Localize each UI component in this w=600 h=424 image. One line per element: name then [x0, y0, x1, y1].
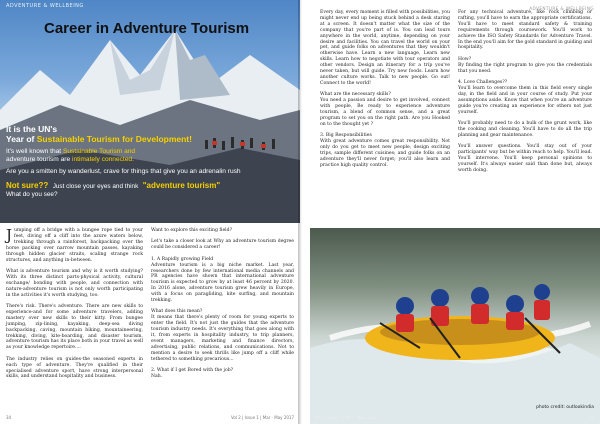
right-page: [300, 0, 600, 424]
paragraph: Let's take a closer look at Why an adventure tourism degree could be considered a career!: [151, 239, 294, 251]
paragraph: [6, 228, 143, 263]
paragraph: What is adventure tourism and why is it worth studying? With its three distinct parts-physical activity, cultural exchange/ bonding with people, and connection with nature-adventure tourism is not only worth participating in the activities it's worth studying, too.: [6, 268, 143, 298]
hero-line-2-highlight: Sustainable Tourism for Development!: [36, 134, 192, 144]
paragraph: By finding the right program to give you the credentials that you need.: [458, 62, 592, 74]
rafting-photo: [310, 228, 600, 424]
left-column-2: [151, 228, 294, 385]
subheading: What does this mean?: [151, 309, 203, 315]
issue-footer: Vol 2 | Issue 1 | Mar - May 2017: [314, 415, 377, 420]
right-column-2: [458, 10, 592, 179]
hero-line-1: It is the UN's: [6, 124, 58, 134]
subheading: 3. Big Responsibilities: [320, 133, 372, 139]
hero-what-see: What do you see?: [6, 191, 58, 198]
subheading: How?: [458, 56, 472, 62]
paragraph: For any technical adventure, like rock climbing or rafting, you'll have to earn the appropriate certifications. You'll have to meet standard safety & training requirements through coursework. You'll work to achieve the ISO Safety Standards for Adventure Travel. In the end you'll aim for the gold standard in guiding and hospitality.: [458, 10, 592, 51]
paragraph: Every day, every moment is filled with possibilities, you might never end up being stuck behind a desk staring at a screen. It doesn't matter what the size of the company that you're part of is. You can lead tours anywhere in the world, anytime, depending on your desire and facilities. You can travel the world on your pet, and guide folks on adventures that they wouldn't otherwise have. Learn a new language, Learn new skills. Learn how to negotiate with tour operators and other vendors. Design an itinerary for a trip you've never taken, but will guide. Try new foods. Learn how another culture works. Talk to new people. Go out! Connect to the world!: [320, 10, 450, 86]
paragraph: The industry relies on guides-the seasoned experts in each type of adventure. They're qualified in their specialised adventure sport, have strong interpersonal skills, and understand hospitality and business.: [6, 356, 143, 380]
rafting-illustration: [310, 228, 600, 424]
hero-para1-highlight: Sustainable Tourism and: [62, 148, 136, 155]
paragraph: Nah.: [151, 374, 163, 380]
hero-quote: "adventure tourism": [142, 181, 221, 190]
hero-para1-a: It's well known that: [6, 148, 62, 155]
paragraph: You'll learn to overcome them in this field every single day, in the field and in your course of study. Put your assumptions aside. Know that when you're an adventure guide you're creating an experience for others not just yourself.: [458, 85, 592, 115]
left-column-1: [6, 228, 143, 386]
subheading: 4. Love Challenges??: [458, 80, 508, 86]
section-tag: ADVENTURE & WELLBEING: [6, 3, 84, 9]
hero-para1-highlight-2: intimately connected.: [71, 156, 134, 163]
photo-credit: photo credit: outlookindia: [536, 405, 594, 410]
hero-not-sure: Not sure??: [6, 181, 49, 190]
hero-para1-b: adventure tourism are: [6, 156, 71, 163]
paragraph: Want to explore this exciting field?: [151, 228, 233, 233]
hero-paragraph-1: [6, 148, 296, 164]
drop-cap: J: [6, 226, 13, 244]
right-column-1: [320, 10, 450, 174]
issue-footer: Vol 2 | Issue 1 | Mar - May 2017: [231, 415, 294, 420]
paragraph: There's risk. There's adventure. There are new skills to experience-and for some adventure travelers, adding mastery over new skills to their kitty. From bungee jumping, zip-lining, kayaking, deep-sea diving backpacking, caving, mountain biking, mountaineering, trekking, diving, kite-boarding, and disaster tourism, adventure tourism has its place both in your travel as well as your knowledge repertoire....: [6, 303, 143, 351]
hero-paragraph-2: Are you a smitten by wanderlust, crave for things that give you an adrenalin rush: [6, 168, 241, 175]
hero-line-2-pre: Year of: [6, 134, 35, 144]
paragraph: You need a passion and desire to get involved, connect with people, Be ready to experience adventure tourism, a blend of common sense, and a great program to set you on the right path. Are you Hooked on to the thought yet ?: [320, 98, 450, 127]
page-number: 35: [588, 415, 594, 420]
hero-line-2: [6, 134, 296, 144]
paragraph: Adventure tourism is a big niche market. Last year, researchers done by few international media channels and PR agencies have shown that international adventure tourism is expected to grow by at least 46 percent by 2020. In 2016 alone, adventure tourism grew heavily in Europe, with a focus on paragliding, kite surfing, and mountain trekking.: [151, 262, 294, 304]
paragraph: You'll answer questions. You'll stay out of your participants' way but be within reach to help. You'll lead. You'll intervene. You'll keep personal opinions to yourself. It's always easier said than done but, always worth doing.: [458, 144, 592, 173]
mountain-hero-image: [0, 0, 300, 223]
subheading: What are the necessary skills?: [320, 92, 391, 98]
paragraph-text: umping off a bridge with a bungee rope tied to your feet, diving off a cliff into the azure waters below, trekking through a rainforest, backpacking over the horse packing over narrow mountain passes, kayaking through hidden glacier straits, scaling strange rock structures, and anything in-between.: [6, 228, 143, 263]
paragraph: You'll probably need to do a bulk of the grunt work, like the cooking and cleaning. You'll have to do all the trip planning and gear maintenance.: [458, 121, 592, 138]
hero-text-block: [6, 124, 296, 199]
hero-think: Just close your eyes and think: [52, 183, 139, 190]
hero-call-to-action: [6, 179, 296, 191]
section-tag: ADVENTURE & WELLBEING: [529, 6, 594, 11]
paragraph: With great adventure comes great responsibility. Not only do you get to meet new people, design exciting trips, sample different cuisines; and guide folks on an adventure they'll never forget; you'll also learn and practice high quality control.: [320, 139, 450, 168]
book-spine-shadow: [298, 0, 302, 424]
paragraph: It means that there's plenty of room for young experts to enter the field. It's not just the guides that the adventure tourism industry needs. It's everything that goes along with it, from experts in hospitality industry, to trip planners, event managers, marketing and finance directors, advertising, public relations, and communications. Not to mention a desire to seek thrills like jump off a cliff while tethered to something precarious...: [151, 315, 294, 362]
subheading: 2. What if I get Bored with the job?: [151, 368, 234, 374]
page-number: 34: [6, 415, 12, 420]
subheading: 1. A Rapidly growing Field: [151, 256, 214, 262]
article-title: Career in Adventure Tourism: [44, 20, 250, 37]
